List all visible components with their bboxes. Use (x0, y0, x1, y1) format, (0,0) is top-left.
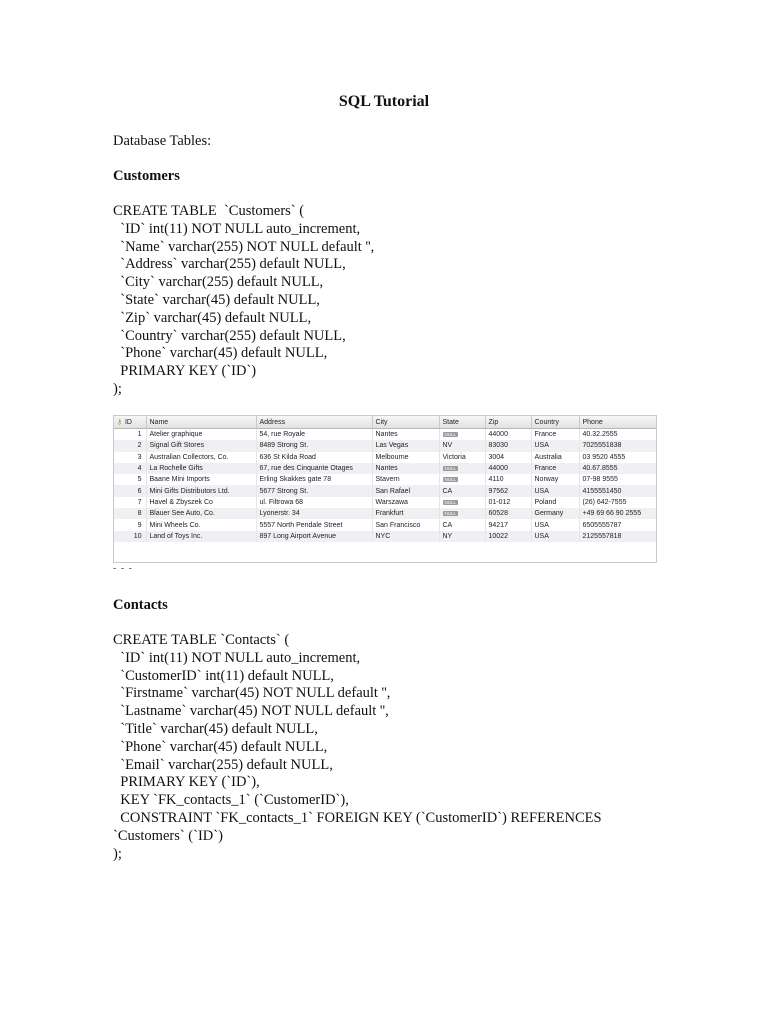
table-row[interactable] (114, 452, 656, 463)
cell-address: Lyonerstr. 34 (256, 508, 372, 519)
cell-address: 67, rue des Cinquante Otages (256, 463, 372, 474)
code-line: `City` varchar(255) default NULL, (113, 274, 324, 291)
column-header-name[interactable] (146, 416, 256, 429)
cell-zip: 44000 (485, 429, 531, 441)
customers-heading: Customers (113, 168, 180, 184)
cell-city: Nantes (372, 429, 439, 441)
cell-address: ul. Filtrowa 68 (256, 497, 372, 508)
column-header-address[interactable] (256, 416, 372, 429)
cell-city: Warszawa (372, 497, 439, 508)
code-line: `Firstname` varchar(45) NOT NULL default '', (113, 685, 391, 702)
column-header-label: Zip (488, 418, 499, 426)
cell-id: 2 (114, 440, 146, 451)
code-line: PRIMARY KEY (`ID`) (113, 363, 257, 380)
cell-name: Land of Toys Inc. (146, 531, 256, 542)
cell-country: USA (531, 519, 579, 530)
cell-phone: 40.32.2555 (579, 429, 656, 441)
cell-zip: 10022 (485, 531, 531, 542)
cell-state: NY (439, 531, 485, 542)
code-line: `ID` int(11) NOT NULL auto_increment, (113, 220, 361, 237)
code-line: ); (113, 845, 122, 862)
cell-phone: 07-98 9555 (579, 474, 656, 485)
cell-state: Victoria (439, 452, 485, 463)
cell-name: Australian Collectors, Co. (146, 452, 256, 463)
cell-phone: 4155551450 (579, 485, 656, 496)
cell-name: Mini Gifts Distributors Ltd. (146, 485, 256, 496)
cell-address: 5677 Strong St. (256, 485, 372, 496)
cell-zip: 4110 (485, 474, 531, 485)
code-line: CREATE TABLE `Customers` ( (113, 203, 305, 219)
cell-state (439, 463, 485, 474)
code-line: `Phone` varchar(45) default NULL, (113, 345, 328, 362)
cell-id: 4 (114, 463, 146, 474)
code-line: `State` varchar(45) default NULL, (113, 291, 320, 308)
cell-city: Stavern (372, 474, 439, 485)
cell-city: San Francisco (372, 519, 439, 530)
code-line: `Customers` (`ID`) (113, 827, 223, 844)
truncation-ellipsis: - - - (113, 563, 133, 574)
cell-state: CA (439, 485, 485, 496)
code-line: `Zip` varchar(45) default NULL, (113, 309, 312, 326)
cell-address: 54, rue Royale (256, 429, 372, 441)
contacts-create-statement (113, 632, 602, 863)
cell-state: NV (439, 440, 485, 451)
column-header-country[interactable] (531, 416, 579, 429)
cell-phone: 7025551838 (579, 440, 656, 451)
key-icon: ⚷ (117, 418, 123, 426)
table-row[interactable] (114, 485, 656, 496)
cell-country: Australia (531, 452, 579, 463)
table-row[interactable] (114, 497, 656, 508)
cell-name: Baane Mini Imports (146, 474, 256, 485)
cell-zip: 3004 (485, 452, 531, 463)
cell-phone: 6505555787 (579, 519, 656, 530)
null-badge: NULL (444, 476, 457, 482)
column-header-label: Phone (582, 418, 603, 426)
cell-name: Mini Wheels Co. (146, 519, 256, 530)
cell-phone: (26) 642-7555 (579, 497, 656, 508)
cell-country: Norway (531, 474, 579, 485)
column-header-label: Country (534, 418, 560, 426)
column-header-id[interactable] (114, 416, 146, 429)
cell-id: 6 (114, 485, 146, 496)
column-header-zip[interactable] (485, 416, 531, 429)
column-header-label: ID (124, 418, 132, 426)
code-line: `Lastname` varchar(45) NOT NULL default '', (113, 703, 389, 720)
cell-phone: 2125557818 (579, 531, 656, 542)
cell-name: La Rochelle Gifts (146, 463, 256, 474)
column-header-label: Name (149, 418, 169, 426)
cell-state (439, 474, 485, 485)
cell-zip: 97562 (485, 485, 531, 496)
code-line: `ID` int(11) NOT NULL auto_increment, (113, 649, 361, 666)
table-row[interactable] (114, 519, 656, 530)
code-line: ); (113, 380, 122, 397)
null-badge: NULL (444, 465, 457, 471)
code-line: KEY `FK_contacts_1` (`CustomerID`), (113, 792, 349, 809)
column-header-state[interactable] (439, 416, 485, 429)
code-line: CREATE TABLE `Contacts` ( (113, 632, 290, 648)
cell-state (439, 508, 485, 519)
cell-city: Nantes (372, 463, 439, 474)
cell-state: CA (439, 519, 485, 530)
column-header-label: Address (259, 418, 286, 426)
cell-country: France (531, 463, 579, 474)
cell-id: 8 (114, 508, 146, 519)
cell-country: USA (531, 485, 579, 496)
cell-phone: 03 9520 4555 (579, 452, 656, 463)
intro-text: Database Tables: (113, 133, 212, 149)
code-line: `Address` varchar(255) default NULL, (113, 256, 346, 273)
cell-address: Erling Skakkes gate 78 (256, 474, 372, 485)
cell-id: 5 (114, 474, 146, 485)
code-line: `Name` varchar(255) NOT NULL default '', (113, 238, 375, 255)
table-row[interactable] (114, 508, 656, 519)
cell-name: Blauer See Auto, Co. (146, 508, 256, 519)
cell-zip: 94217 (485, 519, 531, 530)
cell-country: USA (531, 531, 579, 542)
null-badge: NULL (444, 431, 457, 437)
code-line: `Email` varchar(255) default NULL, (113, 756, 333, 773)
code-line: `Phone` varchar(45) default NULL, (113, 738, 328, 755)
grid-header-row (114, 416, 656, 429)
cell-phone: +49 69 66 90 2555 (579, 508, 656, 519)
table-row[interactable] (114, 440, 656, 451)
cell-name: Signal Gift Stores (146, 440, 256, 451)
cell-city: San Rafael (372, 485, 439, 496)
cell-state (439, 429, 485, 441)
cell-zip: 83030 (485, 440, 531, 451)
cell-id: 10 (114, 531, 146, 542)
cell-city: Las Vegas (372, 440, 439, 451)
cell-country: Germany (531, 508, 579, 519)
cell-address: 5557 North Pendale Street (256, 519, 372, 530)
contacts-heading: Contacts (113, 597, 168, 613)
cell-address: 897 Long Airport Avenue (256, 531, 372, 542)
cell-zip: 44000 (485, 463, 531, 474)
column-header-label: State (442, 418, 459, 426)
cell-id: 7 (114, 497, 146, 508)
code-line: PRIMARY KEY (`ID`), (113, 774, 260, 791)
column-header-label: City (375, 418, 388, 426)
code-line: CONSTRAINT `FK_contacts_1` FOREIGN KEY (`CustomerID`) REFERENCES (113, 809, 602, 826)
column-header-city[interactable] (372, 416, 439, 429)
cell-country: Poland (531, 497, 579, 508)
code-line: `Country` varchar(255) default NULL, (113, 327, 346, 344)
table-row[interactable] (114, 463, 656, 474)
page-title: SQL Tutorial (338, 93, 430, 110)
cell-city: Frankfurt (372, 508, 439, 519)
cell-address: 636 St Kilda Road (256, 452, 372, 463)
null-badge: NULL (444, 499, 457, 505)
cell-id: 9 (114, 519, 146, 530)
cell-name: Atelier graphique (146, 429, 256, 441)
customers-table (114, 416, 657, 542)
cell-phone: 40.67.8555 (579, 463, 656, 474)
cell-id: 1 (114, 429, 146, 441)
cell-zip: 60528 (485, 508, 531, 519)
cell-city: Melbourne (372, 452, 439, 463)
cell-zip: 01-012 (485, 497, 531, 508)
null-badge: NULL (444, 510, 457, 516)
table-row[interactable] (114, 474, 656, 485)
cell-address: 8489 Strong St. (256, 440, 372, 451)
table-row[interactable] (114, 531, 656, 542)
cell-state (439, 497, 485, 508)
column-header-phone[interactable] (579, 416, 656, 429)
cell-country: USA (531, 440, 579, 451)
cell-country: France (531, 429, 579, 441)
code-line: `Title` varchar(45) default NULL, (113, 720, 318, 737)
table-row[interactable] (114, 429, 656, 441)
cell-id: 3 (114, 452, 146, 463)
code-line: `CustomerID` int(11) default NULL, (113, 667, 334, 684)
customers-create-statement (113, 203, 374, 399)
cell-name: Havel & Zbyszek Co (146, 497, 256, 508)
cell-city: NYC (372, 531, 439, 542)
customers-data-grid (113, 415, 657, 563)
